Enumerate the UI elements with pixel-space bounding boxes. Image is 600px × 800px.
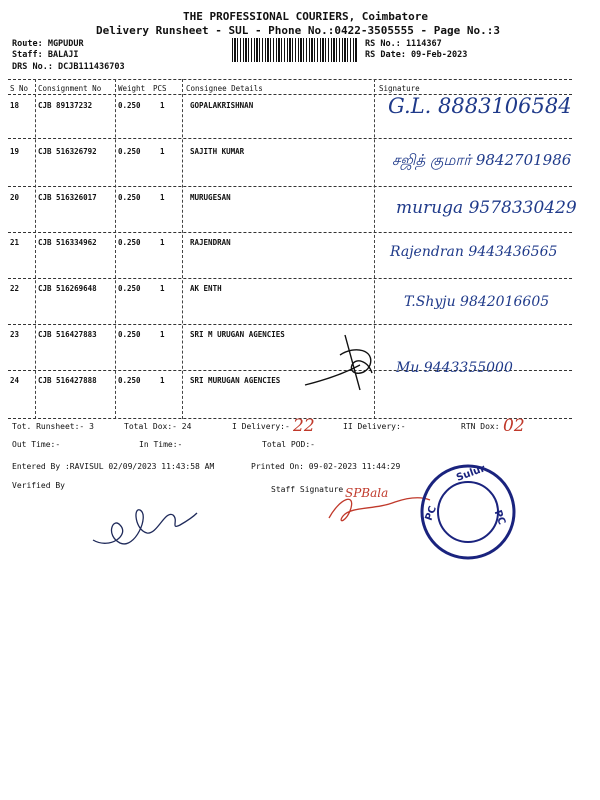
row-divider bbox=[8, 186, 572, 187]
runsheet-title: Delivery Runsheet - SUL - Phone No.:0422-3505555 - Page No.:3 bbox=[96, 24, 500, 37]
col-consignee: Consignee Details bbox=[186, 84, 263, 93]
row-weight: 0.250 bbox=[118, 376, 141, 385]
row-weight: 0.250 bbox=[118, 284, 141, 293]
table-bottom-border bbox=[8, 418, 572, 419]
company-name: THE PROFESSIONAL COURIERS, Coimbatore bbox=[183, 10, 429, 23]
printed-on: Printed On: 09-02-2023 11:44:29 bbox=[251, 462, 401, 471]
row-weight: 0.250 bbox=[118, 101, 141, 110]
col-signature: Signature bbox=[379, 84, 420, 93]
rs-number: RS No.: 1114367 bbox=[365, 39, 442, 49]
row-signature: muruga 9578330429 bbox=[396, 198, 577, 218]
row-pcs: 1 bbox=[160, 376, 165, 385]
row-consignee: SRI M URUGAN AGENCIES bbox=[190, 330, 285, 339]
row-signature: T.Shyju 9842016605 bbox=[404, 294, 550, 310]
row-consignment: CJB 516326792 bbox=[38, 147, 97, 156]
rtn-dox-label: RTN Dox: bbox=[461, 422, 500, 431]
row-pcs: 1 bbox=[160, 193, 165, 202]
i-delivery-label: I Delivery:- bbox=[232, 422, 290, 431]
row-signature: G.L. 8883106584 bbox=[388, 94, 572, 118]
col-pcs: PCS bbox=[153, 84, 167, 93]
row-sno: 24 bbox=[10, 376, 20, 385]
row-divider bbox=[8, 232, 572, 233]
row-consignment: CJB 89137232 bbox=[38, 101, 93, 110]
row-signature: சஜித் குமார் 9842701986 bbox=[392, 151, 572, 169]
column-divider bbox=[35, 79, 36, 419]
column-divider bbox=[182, 79, 183, 419]
row-divider bbox=[8, 278, 572, 279]
row-pcs: 1 bbox=[160, 330, 165, 339]
staff-signature-label: Staff Signature bbox=[271, 485, 344, 494]
row-sno: 19 bbox=[10, 147, 20, 156]
ii-delivery: II Delivery:- bbox=[343, 422, 406, 431]
row-consignment: CJB 516326017 bbox=[38, 193, 97, 202]
row-sno: 23 bbox=[10, 330, 20, 339]
row-consignment: CJB 516427883 bbox=[38, 330, 97, 339]
row-consignee: MURUGESAN bbox=[190, 193, 231, 202]
row-consignment: CJB 516427888 bbox=[38, 376, 97, 385]
barcode-image bbox=[232, 38, 358, 62]
row-weight: 0.250 bbox=[118, 147, 141, 156]
row-pcs: 1 bbox=[160, 238, 165, 247]
total-dox: Total Dox:- 24 bbox=[124, 422, 192, 431]
table-top-border bbox=[8, 79, 572, 80]
out-time: Out Time:- bbox=[12, 440, 61, 449]
rtn-dox-value: 02 bbox=[503, 416, 525, 436]
row-divider bbox=[8, 324, 572, 325]
col-consignment: Consignment No bbox=[38, 84, 102, 93]
entered-by: Entered By :RAVISUL 02/09/2023 11:43:58 AM bbox=[12, 462, 215, 471]
col-sno: S No bbox=[10, 84, 29, 93]
row-consignment: CJB 516334962 bbox=[38, 238, 97, 247]
drs-number: DRS No.: DCJB111436703 bbox=[12, 62, 125, 72]
col-weight: Weight bbox=[118, 84, 146, 93]
row-weight: 0.250 bbox=[118, 193, 141, 202]
i-delivery-value: 22 bbox=[293, 416, 315, 436]
row-consignment: CJB 516269648 bbox=[38, 284, 97, 293]
row-divider bbox=[8, 138, 572, 139]
row-consignee: RAJENDRAN bbox=[190, 238, 231, 247]
staff-sign-text: SPBala bbox=[345, 486, 389, 500]
column-divider bbox=[115, 79, 116, 419]
row-consignee: AK ENTH bbox=[190, 284, 222, 293]
verified-signature-icon bbox=[85, 495, 205, 560]
staff: Staff: BALAJI bbox=[12, 50, 79, 60]
row-signature: Rajendran 9443436565 bbox=[390, 244, 558, 260]
stamp-top-text: Sulur bbox=[455, 463, 487, 484]
row-pcs: 1 bbox=[160, 101, 165, 110]
stamp-left-text: PC bbox=[423, 504, 440, 523]
row-pcs: 1 bbox=[160, 284, 165, 293]
row-sno: 20 bbox=[10, 193, 20, 202]
row-consignee: SRI MURUGAN AGENCIES bbox=[190, 376, 281, 385]
row-sno: 22 bbox=[10, 284, 20, 293]
rs-date: RS Date: 09-Feb-2023 bbox=[365, 50, 468, 60]
row-consignee: SAJITH KUMAR bbox=[190, 147, 245, 156]
stamp-right-text: PC bbox=[491, 508, 508, 527]
row-weight: 0.250 bbox=[118, 238, 141, 247]
tot-runsheet: Tot. Runsheet:- 3 bbox=[12, 422, 94, 431]
total-pod: Total POD:- bbox=[262, 440, 315, 449]
row-weight: 0.250 bbox=[118, 330, 141, 339]
row-signature: Mu 9443355000 bbox=[396, 360, 513, 376]
route: Route: MGPUDUR bbox=[12, 39, 84, 49]
verified-by: Verified By bbox=[12, 481, 65, 490]
signature-scribble-icon bbox=[300, 325, 390, 395]
row-pcs: 1 bbox=[160, 147, 165, 156]
row-consignee: GOPALAKRISHNAN bbox=[190, 101, 254, 110]
row-sno: 18 bbox=[10, 101, 20, 110]
row-sno: 21 bbox=[10, 238, 20, 247]
in-time: In Time:- bbox=[139, 440, 183, 449]
